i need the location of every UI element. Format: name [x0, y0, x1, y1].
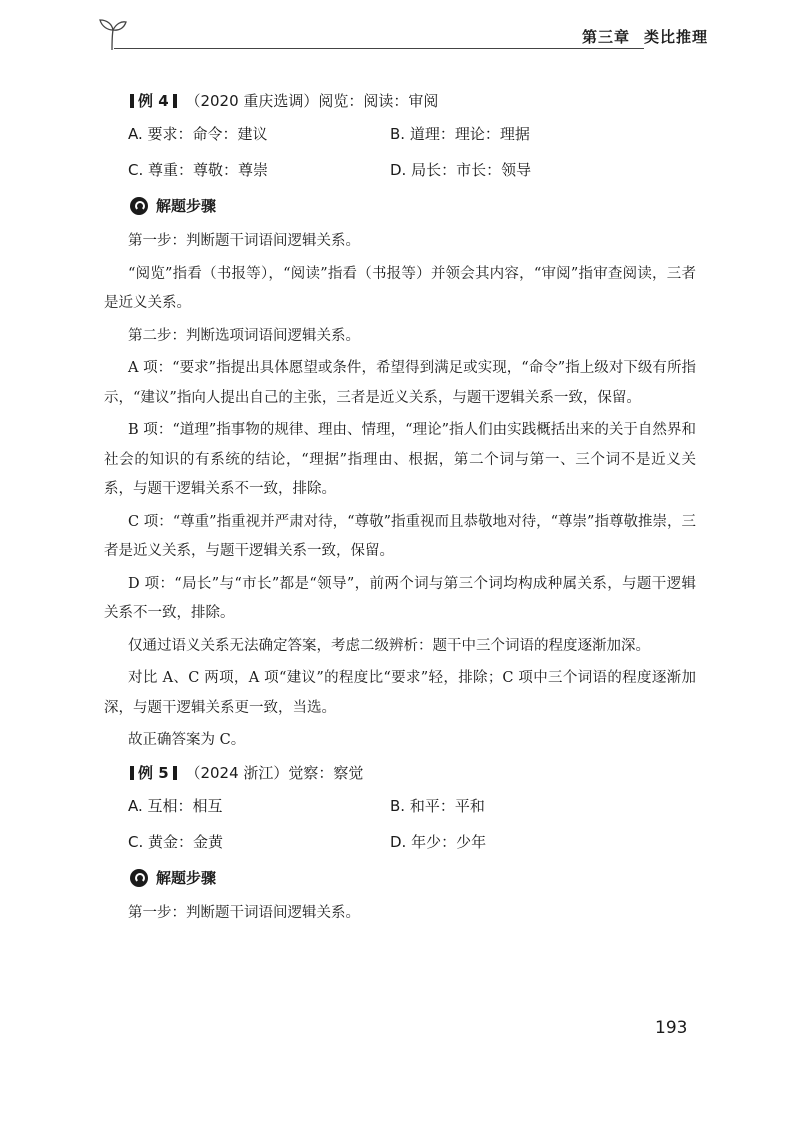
- option-a: A. 互相：相互: [128, 796, 223, 815]
- example-5-steps-heading: [128, 860, 696, 896]
- option-b: B. 和平：平和: [390, 796, 485, 815]
- paragraph: D 项：“局长”与“市长”都是“领导”，前两个词与第三个词均构成种属关系，与题干逻辑关系不一致，排除。: [104, 575, 696, 621]
- paragraph: B 项：“道理”指事物的规律、理由、情理，“理论”指人们由实践概括出来的关于自然界和社会的知识的有系统的结论，“理据”指理由、根据，第二个词与第一、三个词不是近义关系，与题干逻辑关系不一致，排除。: [104, 422, 696, 497]
- paragraph: 对比 A、C 两项，A 项“建议”的程度比“要求”轻，排除；C 项中三个词语的程度逐渐加深，与题干逻辑关系更一致，当选。: [104, 670, 696, 716]
- option-c: C. 黄金：金黄: [128, 832, 224, 851]
- paragraph: C 项：“尊重”指重视并严肃对待，“尊敬”指重视而且恭敬地对待，“尊崇”指尊敬推崇，三者是近义关系，与题干逻辑关系一致，保留。: [104, 513, 696, 559]
- option-b: B. 道理：理论：理据: [390, 125, 530, 143]
- example-4-label: 例 4: [138, 92, 169, 110]
- example-4-source: （2020 重庆选调）阅览：阅读：审阅: [185, 92, 439, 110]
- paragraph: “阅览”指看（书报等），“阅读”指看（书报等）并领会其内容，“审阅”指审查阅读，三者是近义关系。: [104, 265, 696, 311]
- option-a: A. 要求：命令：建议: [128, 125, 268, 143]
- header-rule: [114, 48, 644, 49]
- bar-right-icon: [173, 766, 177, 780]
- example-5-label: 例 5: [138, 763, 169, 782]
- bar-left-icon: [130, 94, 134, 108]
- bulb-icon: [130, 869, 148, 887]
- chapter-title: 类比推理: [643, 28, 708, 46]
- header-title: [568, 26, 708, 47]
- page-number: 193: [655, 1018, 688, 1038]
- paragraph: 仅通过语义关系无法确定答案，考虑二级辨析：题干中三个词语的程度逐渐加深。: [128, 637, 650, 654]
- steps-title: 解题步骤: [156, 868, 217, 887]
- example-5-options: [128, 788, 696, 860]
- running-header: [98, 14, 708, 54]
- paragraph: 故正确答案为 C。: [128, 732, 246, 748]
- example-4-solution: [104, 227, 696, 756]
- example-5-solution: [128, 899, 696, 929]
- bar-right-icon: [173, 94, 177, 108]
- sprout-icon: [98, 16, 128, 52]
- example-4-options: [128, 116, 696, 188]
- bulb-icon: [130, 197, 148, 215]
- paragraph: 第一步：判断题干词语间逻辑关系。: [128, 233, 360, 249]
- example-4-steps-heading: [128, 188, 696, 224]
- option-d: D. 年少：少年: [390, 832, 487, 851]
- bar-left-icon: [130, 766, 134, 780]
- steps-title: 解题步骤: [156, 197, 217, 215]
- example-5-heading: [126, 758, 696, 788]
- paragraph: 第二步：判断选项词语间逻辑关系。: [128, 327, 360, 344]
- example-5-source: （2024 浙江）觉察：察觉: [185, 763, 364, 782]
- option-c: C. 尊重：尊敬：尊崇: [128, 161, 269, 179]
- option-d: D. 局长：市长：领导: [390, 161, 532, 179]
- paragraph: A 项：“要求”指提出具体愿望或条件，希望得到满足或实现，“命令”指上级对下级有所指示，“建议”指向人提出自己的主张，三者是近义关系，与题干逻辑关系一致，保留。: [104, 360, 696, 406]
- paragraph: 第一步：判断题干词语间逻辑关系。: [128, 904, 360, 921]
- chapter-label: 第三章: [581, 28, 630, 46]
- page-content: [104, 84, 696, 928]
- example-4-heading: [126, 86, 696, 116]
